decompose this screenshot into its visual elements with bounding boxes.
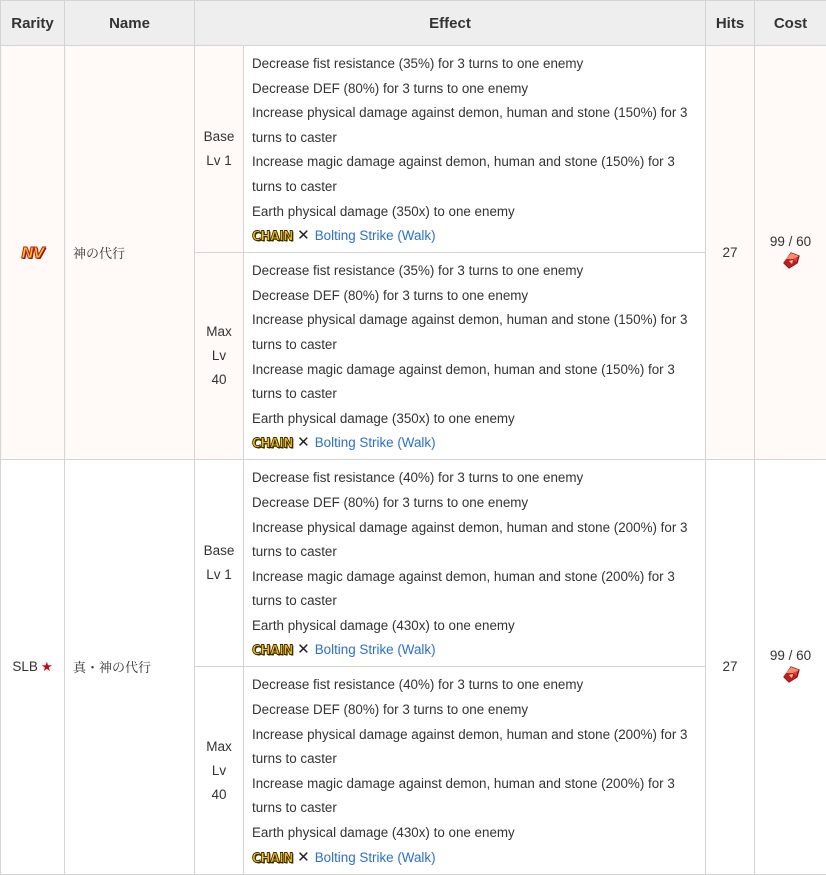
hits-value: 27 bbox=[706, 46, 755, 460]
slb-rarity-label: SLB bbox=[12, 659, 38, 674]
effect-line: Increase physical damage against demon, human and stone (200%) for 3 turns to caster bbox=[252, 723, 699, 772]
skill-name: 神の代行 bbox=[65, 46, 195, 460]
level-label-line: Lv bbox=[195, 759, 243, 783]
table-row bbox=[1, 46, 826, 253]
level-label-line: Max bbox=[195, 735, 243, 759]
header-name: Name bbox=[65, 1, 195, 46]
cost-cell bbox=[755, 46, 826, 460]
effect-line: Decrease DEF (80%) for 3 turns to one enemy bbox=[252, 698, 699, 723]
cost-cell bbox=[755, 460, 826, 874]
level-label-line: Base bbox=[195, 125, 243, 149]
level-label-line: Lv bbox=[195, 344, 243, 368]
effect-line: Earth physical damage (430x) to one enemy bbox=[252, 614, 699, 639]
level-label-line: Max bbox=[195, 320, 243, 344]
level-label-line: Base bbox=[195, 539, 243, 563]
fire-crystal-icon bbox=[781, 251, 801, 272]
chain-line bbox=[252, 431, 699, 455]
effect-line: Decrease fist resistance (40%) for 3 turns to one enemy bbox=[252, 673, 699, 698]
effect-line: Increase physical damage against demon, human and stone (150%) for 3 turns to caster bbox=[252, 101, 699, 150]
cross-icon: ✕ bbox=[297, 638, 310, 662]
effect-cell bbox=[244, 667, 706, 874]
rarity-cell bbox=[1, 46, 65, 460]
cost-value: 99 / 60 bbox=[755, 648, 826, 663]
cross-icon: ✕ bbox=[297, 224, 310, 248]
effect-line: Decrease DEF (80%) for 3 turns to one enemy bbox=[252, 284, 699, 309]
chain-badge-icon: CHAIN bbox=[252, 223, 293, 249]
header-row bbox=[1, 1, 826, 46]
fire-crystal-icon bbox=[781, 665, 801, 686]
level-label-base bbox=[195, 460, 244, 667]
effect-line: Increase magic damage against demon, human and stone (150%) for 3 turns to caster bbox=[252, 358, 699, 407]
cross-icon: ✕ bbox=[297, 431, 310, 455]
chain-skill-link[interactable]: Bolting Strike (Walk) bbox=[315, 638, 436, 662]
effect-cell bbox=[244, 253, 706, 460]
effect-line: Decrease fist resistance (40%) for 3 turns to one enemy bbox=[252, 466, 699, 491]
effect-line: Decrease DEF (80%) for 3 turns to one enemy bbox=[252, 77, 699, 102]
chain-line bbox=[252, 846, 699, 870]
level-label-base bbox=[195, 46, 244, 253]
nv-rarity-icon: NV bbox=[21, 244, 43, 262]
chain-skill-link[interactable]: Bolting Strike (Walk) bbox=[315, 846, 436, 870]
cost-value: 99 / 60 bbox=[755, 234, 826, 249]
table-row bbox=[1, 460, 826, 667]
header-hits: Hits bbox=[706, 1, 755, 46]
effect-line: Increase magic damage against demon, human and stone (200%) for 3 turns to caster bbox=[252, 772, 699, 821]
skill-name: 真・神の代行 bbox=[65, 460, 195, 874]
effect-line: Decrease DEF (80%) for 3 turns to one enemy bbox=[252, 491, 699, 516]
effect-line: Decrease fist resistance (35%) for 3 turns to one enemy bbox=[252, 52, 699, 77]
effect-line: Earth physical damage (350x) to one enemy bbox=[252, 407, 699, 432]
level-label-line: 40 bbox=[195, 783, 243, 807]
chain-skill-link[interactable]: Bolting Strike (Walk) bbox=[315, 431, 436, 455]
effect-line: Earth physical damage (350x) to one enemy bbox=[252, 200, 699, 225]
effect-line: Decrease fist resistance (35%) for 3 turns to one enemy bbox=[252, 259, 699, 284]
level-label-line: 40 bbox=[195, 368, 243, 392]
level-label-line: Lv 1 bbox=[195, 149, 243, 173]
effect-line: Increase physical damage against demon, human and stone (200%) for 3 turns to caster bbox=[252, 516, 699, 565]
effect-line: Increase physical damage against demon, human and stone (150%) for 3 turns to caster bbox=[252, 308, 699, 357]
chain-badge-icon: CHAIN bbox=[252, 844, 293, 870]
chain-badge-icon: CHAIN bbox=[252, 430, 293, 456]
star-icon: ★ bbox=[41, 659, 53, 674]
chain-line bbox=[252, 638, 699, 662]
effect-line: Increase magic damage against demon, human and stone (150%) for 3 turns to caster bbox=[252, 150, 699, 199]
level-label-max bbox=[195, 667, 244, 874]
rarity-cell bbox=[1, 460, 65, 874]
hits-value: 27 bbox=[706, 460, 755, 874]
effect-line: Earth physical damage (430x) to one enemy bbox=[252, 821, 699, 846]
header-rarity: Rarity bbox=[1, 1, 65, 46]
chain-badge-icon: CHAIN bbox=[252, 637, 293, 663]
chain-skill-link[interactable]: Bolting Strike (Walk) bbox=[315, 224, 436, 248]
effect-cell bbox=[244, 460, 706, 667]
chain-line bbox=[252, 224, 699, 248]
cross-icon: ✕ bbox=[297, 846, 310, 870]
header-cost: Cost bbox=[755, 1, 826, 46]
effect-cell bbox=[244, 46, 706, 253]
level-label-line: Lv 1 bbox=[195, 563, 243, 587]
header-effect: Effect bbox=[195, 1, 706, 46]
level-label-max bbox=[195, 253, 244, 460]
effect-line: Increase magic damage against demon, human and stone (200%) for 3 turns to caster bbox=[252, 565, 699, 614]
